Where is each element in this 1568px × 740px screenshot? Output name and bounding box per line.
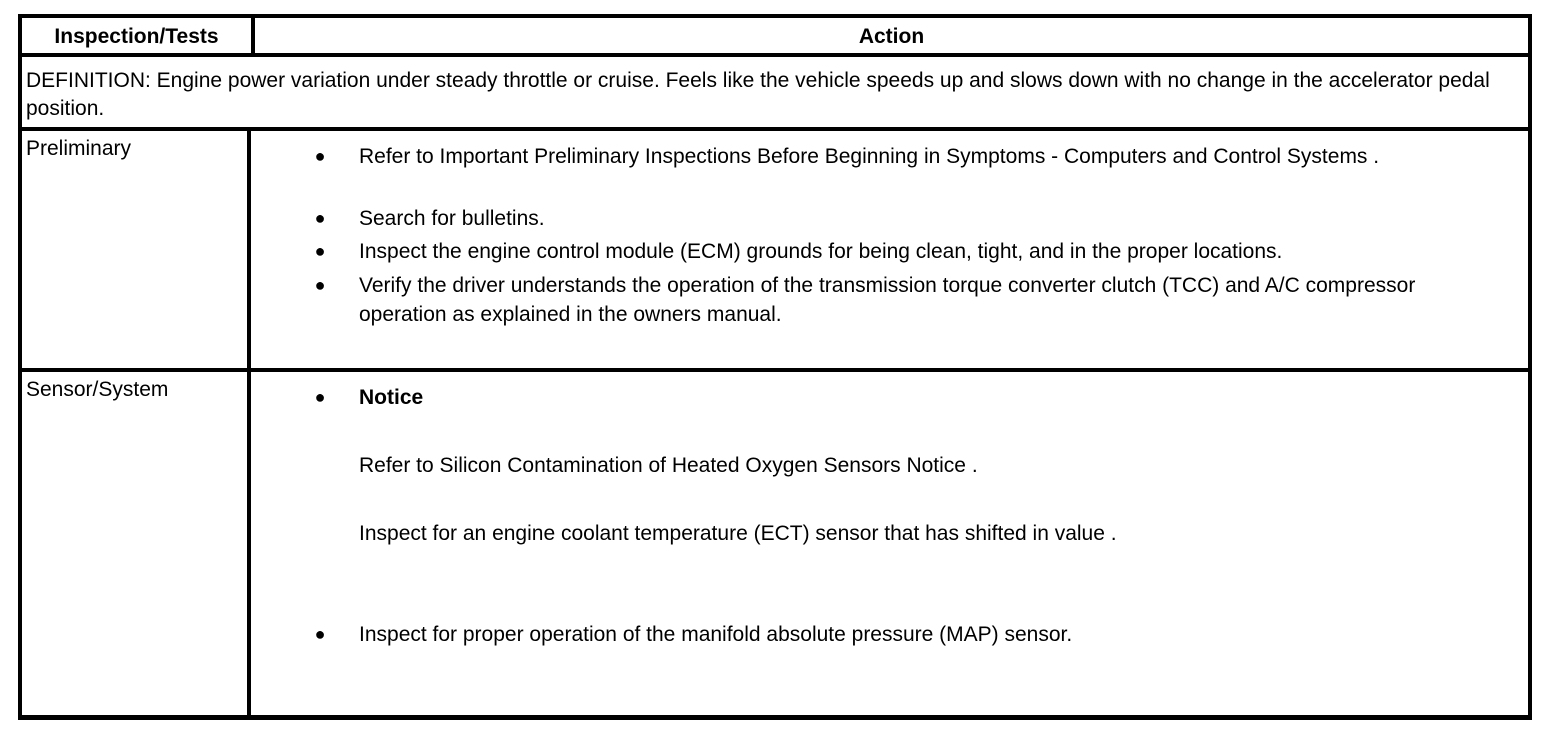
list-item-text: Verify the driver understands the operation of the transmission torque converter clutch (TCC) and A/C compressor operation as explained in the owners manual.	[359, 274, 1416, 326]
notice-title: Notice	[359, 386, 424, 409]
bullet-icon: ●	[314, 241, 326, 261]
definition-row: DEFINITION: Engine power variation under steady throttle or cruise. Feels like the vehicle speeds up and slows down with no change in the accelerator pedal position.	[22, 57, 1528, 131]
table-row-sensor-system	[22, 372, 1528, 719]
list-item-text: Search for bulletins.	[359, 207, 545, 230]
notice-text: Refer to Silicon Contamination of Heated Oxygen Sensors Notice .	[359, 454, 978, 477]
header-action: Action	[858, 25, 925, 48]
row-label-preliminary: Preliminary	[22, 131, 251, 368]
sensor-system-actions	[255, 372, 1528, 719]
bullet-icon: ●	[314, 624, 326, 644]
list-item-text: Inspect the engine control module (ECM) grounds for being clean, tight, and in the proper locations.	[359, 240, 1283, 263]
bullet-icon: ●	[314, 275, 326, 295]
table-header-row	[22, 18, 1528, 57]
table-row-preliminary	[22, 131, 1528, 372]
preliminary-actions	[255, 131, 1528, 368]
row-label-sensor-system: Sensor/System	[22, 372, 251, 719]
inspection-table	[18, 14, 1532, 720]
header-inspection-tests: Inspection/Tests	[22, 18, 255, 53]
list-item-text: Inspect for proper operation of the manifold absolute pressure (MAP) sensor.	[359, 623, 1073, 646]
bullet-icon: ●	[314, 146, 326, 166]
bullet-icon: ●	[314, 387, 326, 407]
ect-inspection-text: Inspect for an engine coolant temperature (ECT) sensor that has shifted in value .	[359, 522, 1117, 545]
bullet-icon: ●	[314, 208, 326, 228]
list-item-text: Refer to Important Preliminary Inspections Before Beginning in Symptoms - Computers and Control Systems .	[359, 145, 1380, 168]
